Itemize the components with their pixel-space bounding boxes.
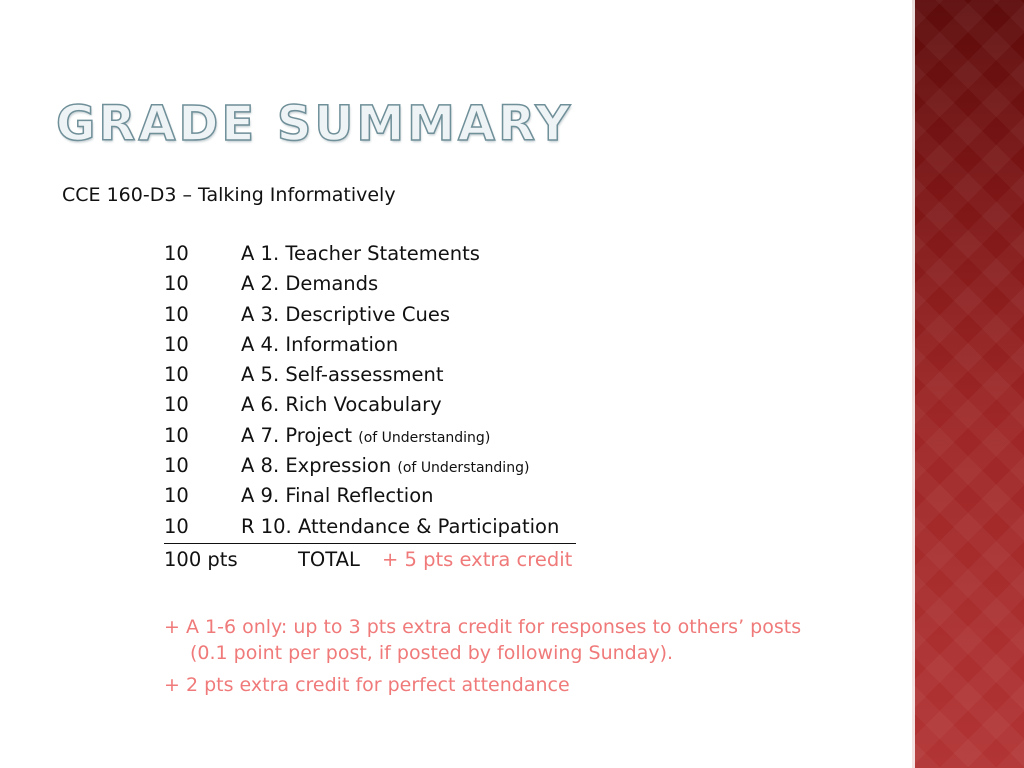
grade-label-text: A 2. Demands [241,272,379,296]
grade-row [164,484,576,514]
grade-label-text: R 10. Attendance & Participation [241,514,560,538]
grade-row [164,454,576,484]
grade-points: 10 [164,393,189,417]
extra-credit-note-continuation: (0.1 point per post, if posted by following Sunday). [190,642,674,664]
grade-label [241,393,442,416]
grade-row [164,424,576,454]
grade-row [164,242,576,272]
grade-label [241,515,559,538]
grade-points: 10 [164,484,189,508]
grade-note: (of Understanding) [397,460,530,477]
extra-credit-note: + A 1-6 only: up to 3 pts extra credit for responses to others’ posts [164,616,802,638]
grade-label [241,484,434,507]
grade-label [241,424,490,447]
grade-label [241,454,529,477]
grade-note: (of Understanding) [358,429,491,446]
extra-credit-total: + 5 pts extra credit [382,548,573,571]
grade-points: 10 [164,302,189,326]
grade-row [164,303,576,333]
grade-label-text: A 3. Descriptive Cues [241,302,450,326]
grade-points: 10 [164,423,189,447]
grade-label-text: A 4. Information [241,332,399,356]
grade-label [241,242,480,265]
grade-points: 10 [164,514,189,538]
grade-row [164,333,576,363]
grade-label-text: A 1. Teacher Statements [241,242,480,265]
grade-points: 10 [164,332,189,356]
course-name: CCE 160-D3 – Talking Informatively [62,184,396,206]
side-band-edge [912,0,915,768]
total-label: TOTAL [298,548,360,571]
grade-row [164,272,576,302]
grade-points: 10 [164,242,189,265]
grade-label-text: A 8. Expression [241,454,392,478]
grade-label [241,272,378,295]
grade-label [241,333,398,356]
grade-label [241,363,444,386]
grade-points: 10 [164,363,189,387]
grade-points: 10 [164,454,189,478]
grade-row [164,515,576,545]
grade-label-text: A 7. Project [241,423,353,447]
grade-list [164,242,576,544]
grade-label-text: A 9. Final Reflection [241,484,434,508]
grade-label-text: A 5. Self-assessment [241,363,444,387]
slide-title: GRADE SUMMARY [56,96,574,152]
grade-label [241,303,450,326]
grade-row [164,363,576,393]
extra-credit-notes [164,616,801,696]
decorative-side-band [912,0,1024,768]
grade-points: 10 [164,272,189,296]
grade-row [164,393,576,423]
total-points: 100 pts [164,548,238,571]
grade-label-text: A 6. Rich Vocabulary [241,393,442,417]
attendance-note: + 2 pts extra credit for perfect attendance [164,674,570,696]
